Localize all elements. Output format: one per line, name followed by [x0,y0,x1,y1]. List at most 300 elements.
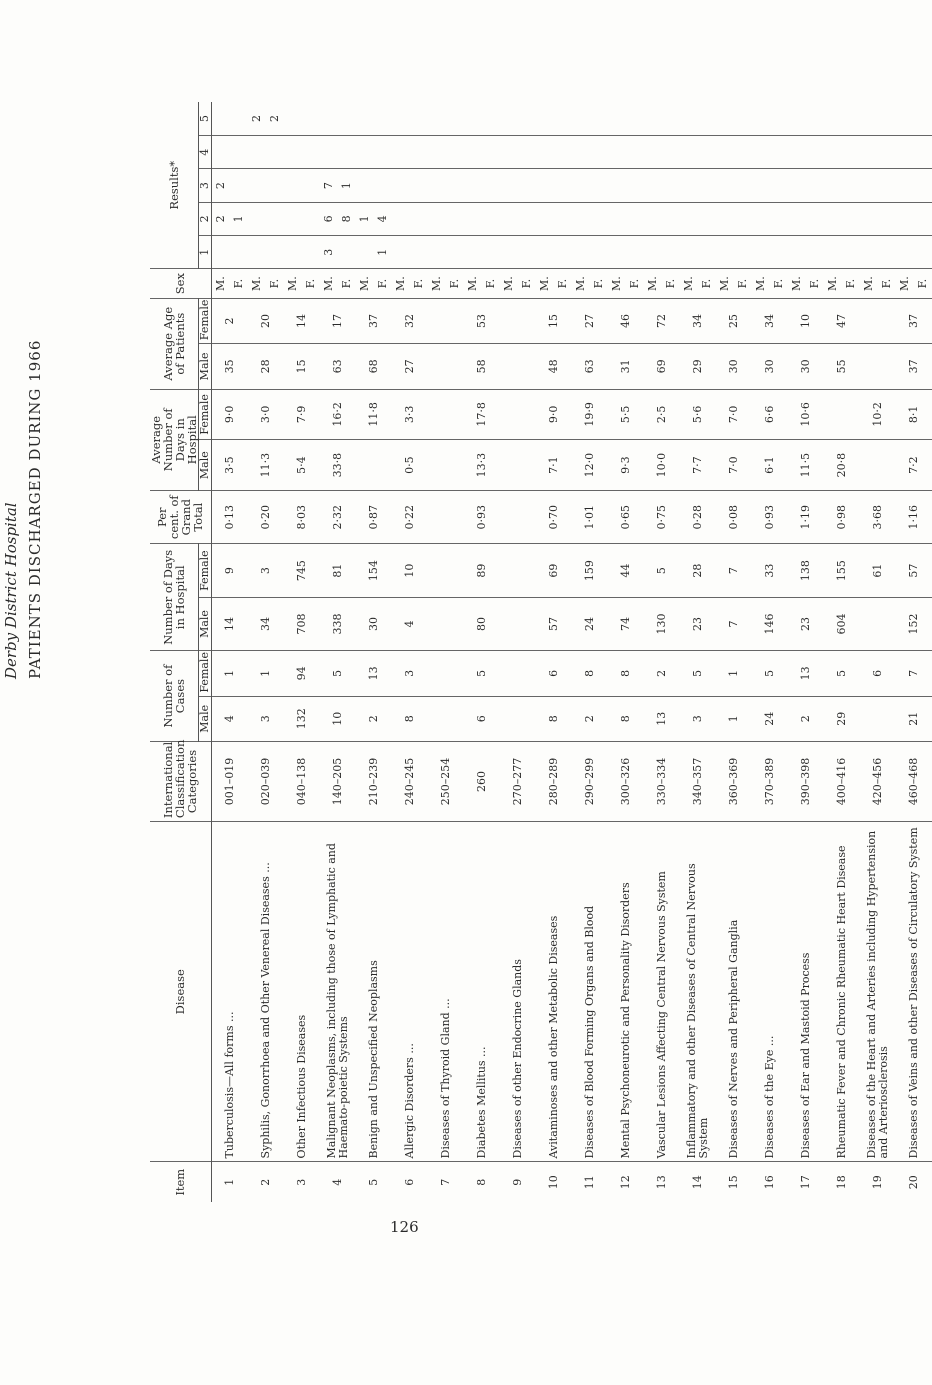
result-1 [770,236,788,269]
avg-age-male: 58 [464,344,500,389]
header-days-female: Female [199,544,212,597]
sex-label: M. [211,269,230,298]
avg-days-male: 9·3 [608,440,644,491]
days-female: 154 [356,544,392,597]
result-1 [896,236,914,269]
result-4 [446,136,464,169]
cases-male: 132 [284,696,320,741]
percent-total [428,491,464,544]
table-row [896,102,914,1202]
cases-male [860,696,896,741]
item-number: 18 [835,1175,849,1190]
cases-male: 3 [680,696,716,741]
result-2: 1 [356,202,374,235]
avg-age-male [860,344,896,389]
days-female: 9 [211,544,248,597]
days-male [500,597,536,650]
avg-days-male: 6·1 [752,440,788,491]
avg-age-male [428,344,464,389]
disease-name: Vascular Lesions Affecting Central Nervous System [644,822,680,1162]
header-cases-female: Female [199,651,212,696]
result-3 [752,169,770,202]
result-1 [752,236,770,269]
running-header [2,340,44,679]
sex-label: F. [878,269,896,298]
result-3 [428,169,446,202]
days-male: 80 [464,597,500,650]
sex-label: F. [266,269,284,298]
cases-male: 1 [716,696,752,741]
result-3 [716,169,734,202]
sex-label: F. [806,269,824,298]
header-cases-male: Male [199,696,212,741]
table-row [716,102,734,1202]
avg-days-female: 5·6 [680,389,716,440]
sex-label: M. [500,269,518,298]
cases-female: 7 [896,651,932,696]
cases-female: 3 [392,651,428,696]
percent-total: 1·01 [572,491,608,544]
days-male: 708 [284,597,320,650]
result-3 [680,169,698,202]
avg-age-male: 30 [788,344,824,389]
avg-days-male [860,440,896,491]
header-disease: Disease [150,822,211,1162]
avg-age-female: 2 [211,298,248,343]
header-icd: International Classification Categories [150,741,211,821]
cases-female: 5 [464,651,500,696]
days-male: 604 [824,597,860,650]
days-female: 89 [464,544,500,597]
sex-label: F. [410,269,428,298]
percent-total: 0·13 [211,491,248,544]
result-1 [266,236,284,269]
result-4 [860,136,878,169]
result-5 [590,102,608,136]
cases-female: 1 [716,651,752,696]
result-3 [608,169,626,202]
result-1 [410,236,428,269]
icd-category: 020–039 [248,741,284,821]
sex-label: M. [896,269,914,298]
result-2 [842,202,860,235]
header-result-2: 2 [199,202,212,235]
sex-label: M. [320,269,338,298]
days-male: 24 [572,597,608,650]
days-female: 159 [572,544,608,597]
result-1 [626,236,644,269]
result-4 [680,136,698,169]
result-1 [680,236,698,269]
result-1 [446,236,464,269]
avg-days-male: 10·0 [644,440,680,491]
disease-name: Malignant Neoplasms, including those of Lymphatic and Haemato-poietic Systems [320,822,356,1162]
sex-label: M. [392,269,410,298]
result-1 [590,236,608,269]
avg-days-female: 10·6 [788,389,824,440]
result-3 [302,169,320,202]
avg-age-female [428,298,464,343]
result-1 [392,236,410,269]
table-row [608,102,626,1202]
result-2 [428,202,446,235]
result-5 [788,102,806,136]
result-1 [644,236,662,269]
result-3 [644,169,662,202]
avg-age-female: 47 [824,298,860,343]
result-1 [860,236,878,269]
avg-age-male: 69 [644,344,680,389]
result-5 [284,102,302,136]
result-5 [878,102,896,136]
cases-male: 10 [320,696,356,741]
result-5: 2 [266,102,284,136]
result-1 [482,236,500,269]
result-5 [734,102,752,136]
result-1 [338,236,356,269]
header-avg-age: Average Age of Patients [150,298,199,389]
result-1: 1 [374,236,392,269]
result-2 [644,202,662,235]
disease-name: Diseases of Veins and other Diseases of Circulatory System [896,822,932,1162]
cases-female: 2 [644,651,680,696]
result-3 [374,169,392,202]
avg-age-female: 53 [464,298,500,343]
icd-category: 270–277 [500,741,536,821]
result-4 [644,136,662,169]
result-4 [590,136,608,169]
cases-male: 29 [824,696,860,741]
cases-female: 8 [608,651,644,696]
result-1 [698,236,716,269]
cases-male: 13 [644,696,680,741]
days-female: 7 [716,544,752,597]
result-1 [500,236,518,269]
result-4 [824,136,842,169]
avg-age-female: 17 [320,298,356,343]
days-male: 7 [716,597,752,650]
discharge-table-wrapper [149,102,930,1202]
icd-category: 420–456 [860,741,896,821]
result-3 [536,169,554,202]
disease-name: Diseases of Nerves and Peripheral Ganglia [716,822,752,1162]
result-1 [878,236,896,269]
icd-category: 370–389 [752,741,788,821]
result-5 [644,102,662,136]
page-number: 126 [390,1218,419,1236]
percent-total: 0·08 [716,491,752,544]
disease-name: Diabetes Mellitus ... [464,822,500,1162]
result-3 [518,169,536,202]
avg-days-female: 17·8 [464,389,500,440]
header-avg-days-male: Male [199,440,212,491]
disease-name: Diseases of the Eye ... [752,822,788,1162]
item-number: 17 [799,1175,813,1190]
result-1 [842,236,860,269]
avg-days-male: 7·1 [536,440,572,491]
result-4 [518,136,536,169]
result-2 [302,202,320,235]
disease-name: Other Infectious Diseases [284,822,320,1162]
result-5 [770,102,788,136]
result-4 [338,136,356,169]
avg-days-male: 7·2 [896,440,932,491]
result-1 [806,236,824,269]
header-result-1: 1 [199,236,212,269]
result-2 [626,202,644,235]
icd-category: 460–468 [896,741,932,821]
icd-category: 001–019 [211,741,248,821]
result-4 [356,136,374,169]
icd-category: 300–326 [608,741,644,821]
result-3 [860,169,878,202]
icd-category: 360–369 [716,741,752,821]
avg-days-female: 3·3 [392,389,428,440]
avg-age-male: 68 [356,344,392,389]
avg-age-male: 29 [680,344,716,389]
result-3 [698,169,716,202]
days-male: 4 [392,597,428,650]
days-female: 5 [644,544,680,597]
avg-days-female: 10·2 [860,389,896,440]
result-4 [500,136,518,169]
days-female: 33 [752,544,788,597]
result-5 [806,102,824,136]
days-female [500,544,536,597]
avg-days-male: 11·5 [788,440,824,491]
avg-age-male: 30 [752,344,788,389]
avg-age-male: 48 [536,344,572,389]
sex-label: F. [698,269,716,298]
avg-age-female: 25 [716,298,752,343]
result-4 [302,136,320,169]
table-row [211,102,230,1202]
result-5 [230,102,248,136]
avg-days-female: 6·6 [752,389,788,440]
percent-total: 2·32 [320,491,356,544]
header-result-5: 5 [199,102,212,136]
avg-days-male: 12·0 [572,440,608,491]
result-2 [878,202,896,235]
table-row [680,102,698,1202]
result-2 [410,202,428,235]
disease-name: Diseases of Thyroid Gland ... [428,822,464,1162]
result-4 [572,136,590,169]
result-5 [338,102,356,136]
days-male: 152 [896,597,932,650]
disease-name: Tuberculosis—All forms ... [211,822,248,1162]
result-5 [464,102,482,136]
cases-male: 8 [608,696,644,741]
header-age-male: Male [199,344,212,389]
days-male: 23 [680,597,716,650]
cases-female: 5 [824,651,860,696]
percent-total: 0·22 [392,491,428,544]
avg-age-female [860,298,896,343]
result-5 [914,102,932,136]
percent-total [500,491,536,544]
days-male: 130 [644,597,680,650]
disease-name: Diseases of other Endocrine Glands [500,822,536,1162]
header-avg-days-female: Female [199,389,212,440]
result-3 [806,169,824,202]
cases-male: 2 [356,696,392,741]
percent-total: 3·68 [860,491,896,544]
avg-days-female: 8·1 [896,389,932,440]
sex-label: F. [518,269,536,298]
item-number: 9 [511,1178,525,1186]
result-5 [446,102,464,136]
result-4 [626,136,644,169]
result-5 [824,102,842,136]
table-row [788,102,806,1202]
result-5 [482,102,500,136]
avg-age-female: 10 [788,298,824,343]
avg-age-female: 34 [680,298,716,343]
avg-days-male: 0·5 [392,440,428,491]
item-number: 13 [655,1175,669,1190]
cases-female: 13 [788,651,824,696]
avg-days-male [500,440,536,491]
table-row [536,102,554,1202]
avg-days-female: 11·8 [356,389,392,440]
header-days: Number of Days in Hospital [150,544,199,651]
days-female: 61 [860,544,896,597]
sex-label: M. [536,269,554,298]
cases-female: 1 [211,651,248,696]
result-3 [392,169,410,202]
cases-female: 94 [284,651,320,696]
result-2 [698,202,716,235]
result-5 [211,102,230,136]
disease-name: Avitaminoses and other Metabolic Diseases [536,822,572,1162]
avg-age-male: 37 [896,344,932,389]
header-days-male: Male [199,597,212,650]
sex-label: F. [590,269,608,298]
disease-name: Diseases of the Heart and Arteries including Hypertension and Arteriosclerosis [860,822,896,1162]
result-4 [536,136,554,169]
result-2 [392,202,410,235]
avg-age-female: 37 [896,298,932,343]
days-female: 155 [824,544,860,597]
avg-days-male [356,440,392,491]
avg-days-female [824,389,860,440]
disease-name: Allergic Disorders ... [392,822,428,1162]
icd-category: 260 [464,741,500,821]
avg-days-female: 5·5 [608,389,644,440]
result-3 [824,169,842,202]
result-3 [410,169,428,202]
result-4 [392,136,410,169]
sex-label: M. [644,269,662,298]
cases-male: 4 [211,696,248,741]
avg-days-male [428,440,464,491]
percent-total: 0·75 [644,491,680,544]
sex-label: M. [428,269,446,298]
result-2: 2 [211,202,230,235]
avg-days-male: 7·0 [716,440,752,491]
result-4 [374,136,392,169]
result-3 [572,169,590,202]
result-4 [211,136,230,169]
avg-age-male [500,344,536,389]
result-5 [374,102,392,136]
sex-label: M. [608,269,626,298]
disease-name: Rheumatic Fever and Chronic Rheumatic Heart Disease [824,822,860,1162]
avg-age-female: 15 [536,298,572,343]
result-5 [356,102,374,136]
percent-total: 8·03 [284,491,320,544]
result-3: 7 [320,169,338,202]
days-male: 57 [536,597,572,650]
avg-age-male: 63 [572,344,608,389]
item-number: 3 [295,1178,309,1186]
result-2 [896,202,914,235]
result-4 [788,136,806,169]
item-number: 15 [727,1175,741,1190]
result-2: 6 [320,202,338,235]
sex-label: M. [788,269,806,298]
result-4 [320,136,338,169]
avg-age-female: 32 [392,298,428,343]
table-row [752,102,770,1202]
cases-male [500,696,536,741]
result-4 [698,136,716,169]
discharge-table [150,102,932,1202]
result-2 [824,202,842,235]
result-4 [410,136,428,169]
days-male: 74 [608,597,644,650]
avg-age-female: 37 [356,298,392,343]
table-row [824,102,842,1202]
sex-label: F. [338,269,356,298]
avg-days-male: 7·7 [680,440,716,491]
header-results: Results* [150,102,199,269]
icd-category: 400–416 [824,741,860,821]
item-number: 19 [871,1175,885,1190]
result-3 [446,169,464,202]
result-2 [752,202,770,235]
disease-name: Mental Psychoneurotic and Personality Disorders [608,822,644,1162]
result-5 [536,102,554,136]
result-4 [770,136,788,169]
result-5 [554,102,572,136]
result-4 [716,136,734,169]
result-2 [806,202,824,235]
sex-label: M. [248,269,266,298]
result-4 [284,136,302,169]
cases-female: 8 [572,651,608,696]
result-1 [211,236,230,269]
result-4 [752,136,770,169]
cases-female: 5 [320,651,356,696]
result-2: 4 [374,202,392,235]
result-3 [590,169,608,202]
result-3: 1 [338,169,356,202]
result-5 [518,102,536,136]
disease-name: Inflammatory and other Diseases of Central Nervous System [680,822,716,1162]
icd-category: 210–239 [356,741,392,821]
avg-age-male: 15 [284,344,320,389]
item-number: 10 [547,1175,561,1190]
percent-total: 0·93 [464,491,500,544]
sex-label: F. [482,269,500,298]
sex-label: M. [464,269,482,298]
result-2 [734,202,752,235]
avg-days-female: 9·0 [536,389,572,440]
avg-days-male: 3·5 [211,440,248,491]
table-row [464,102,482,1202]
